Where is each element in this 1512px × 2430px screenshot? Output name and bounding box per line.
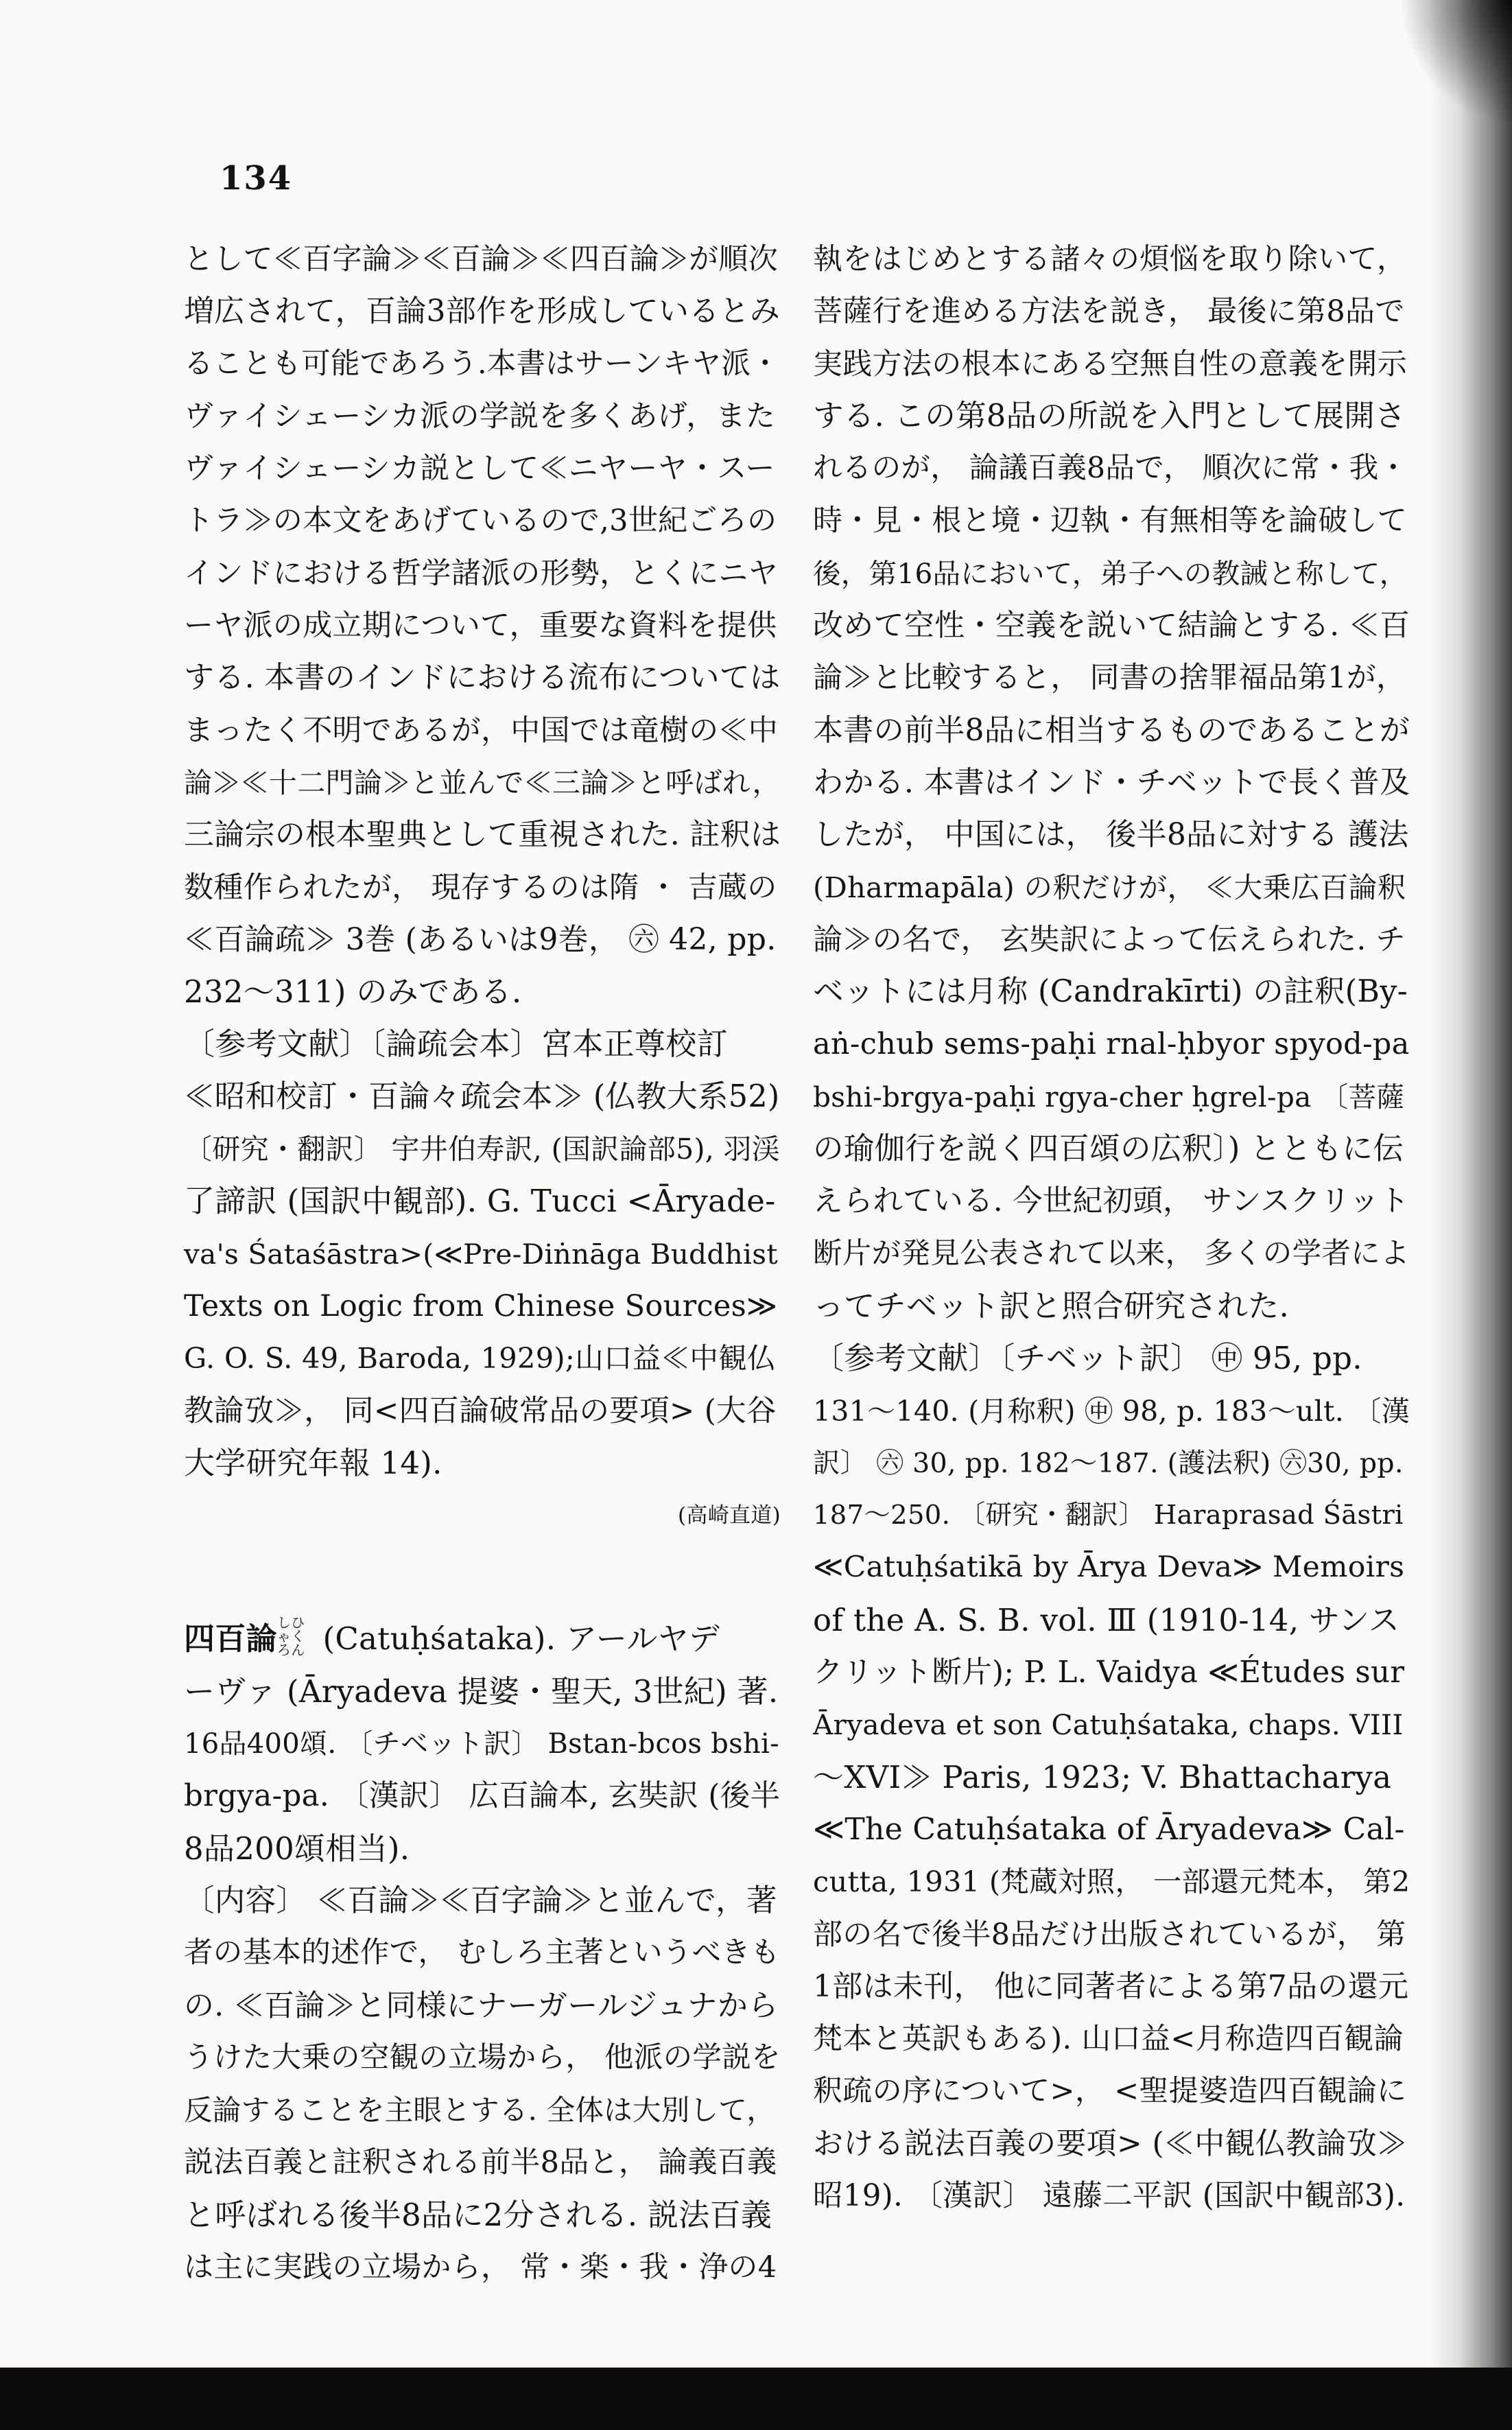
text-line: 増広されて，百論3部作を形成しているとみ [184,294,781,329]
text-line: ベットには月称 (Candrakīrti) の註釈(By- [813,974,1408,1010]
text-line: 菩薩行を進める方法を説き， 最後に第8品で [813,294,1405,329]
entry-shihyakuron-body [184,1666,781,2294]
entry-headword: 四百論 [184,1620,277,1658]
page-corner-shadow [1399,0,1512,123]
text-line: おける説法百義の要項> (≪中観仏教論攷≫ [813,2125,1408,2161]
text-line: 執をはじめとする諸々の煩悩を取り除いて， [813,242,1407,276]
text-line: 説法百義と註釈される前半8品と， 論義百義 [184,2145,777,2180]
text-line: 反論することを主眼とする. 全体は大別して， [184,2093,776,2127]
text-line: 断片が発見公表されて以来， 多くの学者によ [813,1236,1410,1271]
text-line: 1部は未刊， 他に同著者による第7品の還元 [813,1968,1409,2004]
page-number: 134 [220,159,293,198]
text-line: Texts on Logic from Chinese Sources≫ [184,1288,778,1323]
text-line: 実践方法の根本にある空無自性の意義を開示 [813,346,1407,381]
text-line: 数種作られたが， 現存するのは隋 ・ 吉蔵の [184,870,777,905]
text-line: する. 本書のインドにおける流布については [184,660,781,696]
text-line: ーヤ派の成立期について，重要な資料を提供 [184,609,777,644]
text-line: ーヴァ (Āryadeva 提婆・聖天, 3世紀) 著. [184,1673,779,1710]
text-line: aṅ-chub sems-paḥi rnal-ḥbyor spyod-pa [813,1027,1410,1062]
entry-shihyakuron-continuation [813,233,1410,2222]
text-line: 後，第16品において，弟子への教誡と称して， [813,556,1408,590]
text-line: 論≫の名で， 玄奘訳によって伝えられた. チ [813,922,1406,957]
headword-line-text: (Catuḥśataka). アールヤデ [312,1620,720,1658]
text-line: 大学研究年報 14). [184,1444,442,1481]
text-line: 論≫≪十二門論≫と並んで≪三論≫と呼ばれ， [184,766,781,799]
text-line: ～XVI≫ Paris, 1923; V. Bhattacharya [813,1758,1392,1795]
text-line: の瑜伽行を説く四百頌の広釈〕) とともに伝 [813,1131,1404,1167]
headword-reading: しひゃくろん [276,1614,305,1659]
text-line: 232～311) のみである. [184,974,522,1011]
text-line: 者の基本的述作で， むしろ主著というべきも [184,1936,780,1970]
text-line: Āryadeva et son Catuḥśataka, chaps. VIII [813,1708,1404,1742]
text-line: G. O. S. 49, Baroda, 1929);山口益≪中観仏 [184,1341,776,1376]
text-line: 三論宗の根本聖典として重視された. 註釈は [184,817,781,853]
text-line: ることも可能であろう.本書はサーンキヤ派・ [184,346,780,381]
text-line: 梵本と英訳もある). 山口益<月称造四百観論 [813,2022,1404,2057]
text-line: 論≫と比較すると， 同書の捨罪福品第1が， [813,661,1406,696]
text-line: インドにおける哲学諸派の形勢，とくにニヤ [184,556,778,591]
text-line: 釈疏の序について>， <聖提婆造四百観論に [813,2074,1407,2109]
left-column [184,233,781,2293]
text-line: ≪昭和校訂・百論々疏会本≫ (仏教大系52) [184,1078,780,1114]
text-line: 教論攷≫， 同<四百論破常品の要項> (大谷 [184,1393,777,1428]
text-line: 訳〕 ㊅ 30, pp. 182～187. (護法釈) ㊅30, pp. [813,1447,1404,1479]
text-line: 了諦訳 (国訳中観部). G. Tucci <Āryade- [184,1183,776,1220]
text-line: うけた大乗の空観の立場から， 他派の学説を [184,2040,781,2075]
text-line: したが， 中国には， 後半8品に対する 護法 [813,817,1409,853]
text-line: 16品400頌. 〔チベット訳〕 Bstan-bcos bshi- [184,1728,779,1760]
text-line: of the A. S. B. vol. Ⅲ (1910-14, サンス [813,1601,1400,1638]
text-line: トラ≫の本文をあげているので,3世紀ごろの [184,504,777,539]
text-line: として≪百字論≫≪百論≫≪四百論≫が順次 [184,242,778,276]
text-line: 〔参考文献〕〔チベット訳〕 ㊥ 95, pp. [813,1340,1362,1377]
text-line: わかる. 本書はインド・チベットで長く普及 [813,764,1410,800]
text-line: の. ≪百論≫と同様にナーガールジュナから [184,1987,779,2023]
text-line: va's Śataśāstra>(≪Pre-Diṅnāga Buddhist [184,1237,778,1271]
text-line: まったく不明であるが，中国では竜樹の≪中 [184,713,778,748]
text-line: brgya-pa. 〔漢訳〕 広百論本, 玄奘訳 (後半 [184,1779,781,1814]
page-edge-shadow [1428,0,1512,2368]
text-line: は主に実践の立場から， 常・楽・我・浄の4 [184,2250,777,2285]
text-line: ヴァイシェーシカ説として≪ニヤーヤ・スー [184,451,775,486]
text-line: cutta, 1931 (梵蔵対照， 一部還元梵本， 第2 [813,1865,1410,1899]
text-line: 〔内容〕 ≪百論≫≪百字論≫と並んで，著 [184,1883,777,1918]
text-line: れるのが， 論議百義8品で， 順次に常・我・ [813,451,1408,486]
text-line: 〔研究・翻訳〕 宇井伯寿訳, (国訳論部5), 羽渓 [184,1133,781,1166]
text-line: 本書の前半8品に相当するものであることが [813,712,1410,748]
text-line: 昭19). 〔漢訳〕 遠藤二平訳 (国訳中観部3). [813,2178,1406,2213]
entry-gap [184,1542,781,1613]
right-column [813,233,1410,2222]
entry-hyakuron-continuation [184,233,781,1489]
text-line: えられている. 今世紀初頭， サンスクリット [813,1184,1410,1219]
text-line: ってチベット訳と照合研究された. [813,1287,1290,1324]
entry-headword-line [184,1613,781,1665]
text-line: 8品200頌相当). [184,1830,410,1867]
text-line: 〔参考文献〕〔論疏会本〕宮本正尊校訂 [184,1026,728,1063]
scan-bottom-border [0,2368,1512,2430]
text-line: する. この第8品の所説を入門として展開さ [813,398,1406,434]
text-line: (Dharmapāla) の釈だけが， ≪大乗広百論釈 [813,870,1406,904]
text-line: ≪The Catuḥśataka of Āryadeva≫ Cal- [813,1811,1405,1847]
author-attribution: (高崎直道) [678,1503,781,1529]
text-line: 部の名で後半8品だけ出版されているが， 第 [813,1917,1406,1952]
text-line: 時・見・根と境・辺執・有無相等を論破して [813,504,1407,539]
text-line: クリット断片); P. L. Vaidya ≪Études sur [813,1655,1405,1690]
text-line: 187～250. 〔研究・翻訳〕 Haraprasad Śāstri [813,1500,1404,1531]
text-line: 131～140. (月称釈) ㊥ 98, p. 183～ult. 〔漢 [813,1394,1410,1428]
text-line: ヴァイシェーシカ派の学説を多くあげ，また [184,399,776,434]
text-line: ≪百論疏≫ 3巻 (あるいは9巻， ㊅ 42, pp. [184,921,777,957]
text-line: と呼ばれる後半8品に2分される. 説法百義 [184,2196,772,2233]
text-line: ≪Catuḥśatikā by Ārya Deva≫ Memoirs [813,1550,1405,1585]
text-line: bshi-brgya-paḥi rgya-cher ḥgrel-pa 〔菩薩 [813,1080,1405,1113]
text-line: 改めて空性・空義を説いて結論とする. ≪百 [813,608,1410,644]
